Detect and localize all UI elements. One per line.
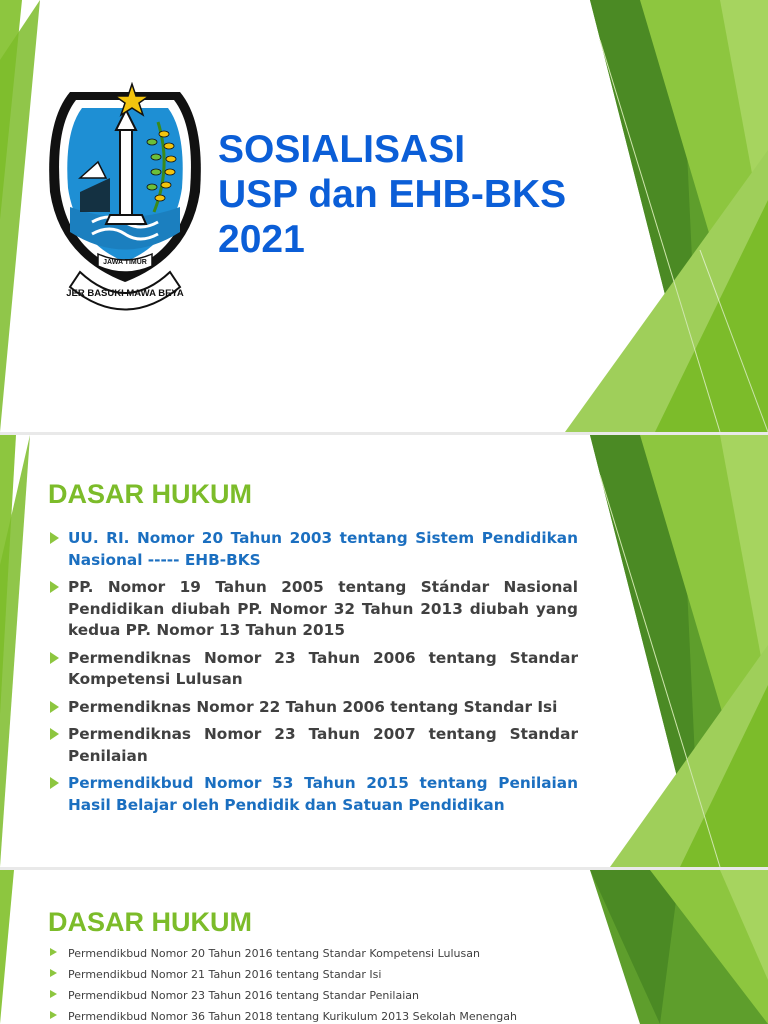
bullet-arrow-icon <box>50 701 59 713</box>
list-item: Permendiknas Nomor 23 Tahun 2007 tentang Standar Penilaian <box>48 724 578 767</box>
svg-text:JER BASUKI MAWA BEYA: JER BASUKI MAWA BEYA <box>66 288 184 299</box>
legal-basis-list <box>48 946 578 1024</box>
jawa-timur-crest-logo <box>40 82 210 327</box>
section-heading: DASAR HUKUM <box>48 479 252 509</box>
bullet-arrow-icon <box>50 990 57 998</box>
list-item: Permendikbud Nomor 23 Tahun 2016 tentang Standar Penilaian <box>48 988 578 1003</box>
list-item: Permendiknas Nomor 22 Tahun 2006 tentang Standar Isi <box>48 697 578 719</box>
title-line: SOSIALISASI <box>218 128 466 171</box>
bullet-arrow-icon <box>50 948 57 956</box>
list-item: Permendikbud Nomor 53 Tahun 2015 tentang Penilaian Hasil Belajar oleh Pendidik dan Satuan Pendidikan <box>48 773 578 816</box>
slide-dasar-hukum-2 <box>0 870 768 1024</box>
bullet-arrow-icon <box>50 969 57 977</box>
bullet-arrow-icon <box>50 728 59 740</box>
section-heading: DASAR HUKUM <box>48 907 252 937</box>
bullet-arrow-icon <box>50 777 59 789</box>
list-item: PP. Nomor 19 Tahun 2005 tentang Stándar Nasional Pendidikan diubah PP. Nomor 32 Tahun 2013 diubah yang kedua PP. Nomor 13 Tahun 2015 <box>48 577 578 642</box>
bullet-arrow-icon <box>50 1011 57 1019</box>
legal-basis-list <box>48 528 578 822</box>
bullet-arrow-icon <box>50 652 59 664</box>
title-line: USP dan EHB-BKS <box>218 173 567 216</box>
list-item: Permendikbud Nomor 21 Tahun 2016 tentang Standar Isi <box>48 967 578 982</box>
bullet-arrow-icon <box>50 532 59 544</box>
list-item: Permendiknas Nomor 23 Tahun 2006 tentang Standar Kompetensi Lulusan <box>48 648 578 691</box>
slide-title <box>0 0 768 432</box>
title-line: 2021 <box>218 218 305 261</box>
slide-dasar-hukum-1 <box>0 435 768 867</box>
list-item: Permendikbud Nomor 36 Tahun 2018 tentang Kurikulum 2013 Sekolah Menengah <box>48 1009 578 1024</box>
presentation-title <box>218 127 566 262</box>
svg-text:JAWA TIMUR: JAWA TIMUR <box>103 259 147 266</box>
list-item: UU. RI. Nomor 20 Tahun 2003 tentang Sistem Pendidikan Nasional ----- EHB-BKS <box>48 528 578 571</box>
bullet-arrow-icon <box>50 581 59 593</box>
list-item: Permendikbud Nomor 20 Tahun 2016 tentang Standar Kompetensi Lulusan <box>48 946 578 961</box>
